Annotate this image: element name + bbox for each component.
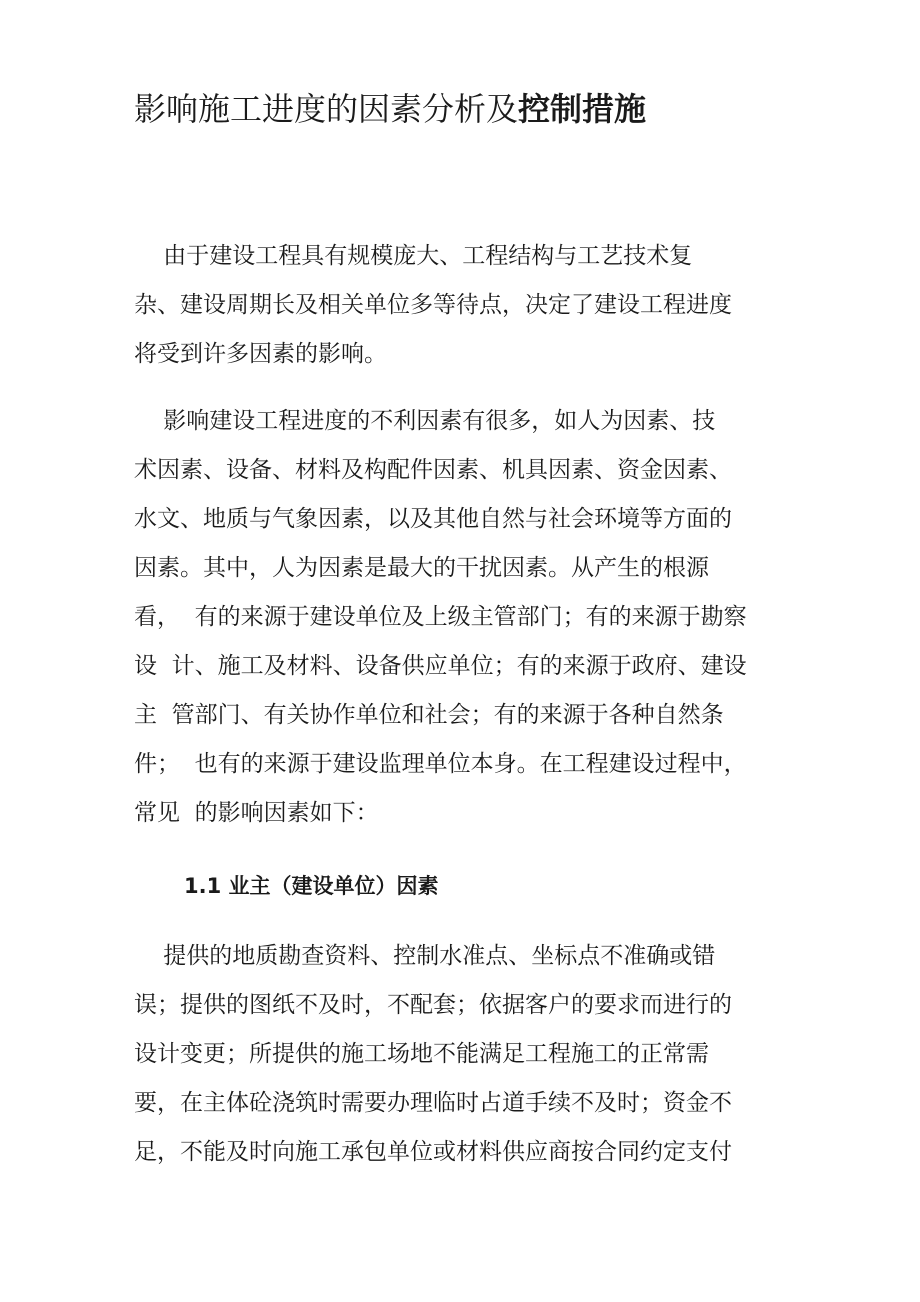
paragraph-line: 杂、建设周期长及相关单位多等待点，决定了建设工程进度: [134, 292, 732, 318]
page-title: [134, 82, 646, 136]
paragraph-intro: [134, 232, 732, 379]
paragraph-line: 术因素、设备、材料及构配件因素、机具因素、资金因素、: [134, 457, 732, 483]
paragraph-line: 常见 的影响因素如下：: [134, 800, 379, 826]
paragraph-line: 要，在主体砼浇筑时需要办理临时占道手续不及时；资金不: [134, 1090, 732, 1116]
title-main-text: 影响施工进度的因素分析及: [134, 90, 519, 128]
paragraph-line: 误；提供的图纸不及时，不配套；依据客户的要求而进行的: [134, 992, 732, 1018]
paragraph-line: 因素。其中，人为因素是最大的干扰因素。从产生的根源: [134, 555, 709, 581]
paragraph-line: 水文、地质与气象因素，以及其他自然与社会环境等方面的: [134, 506, 732, 532]
paragraph-line: 件； 也有的来源于建设监理单位本身。在工程建设过程中，: [134, 751, 747, 777]
title-emphasized-text: 控制措施: [518, 90, 647, 128]
paragraph-line: 足，不能及时向施工承包单位或材料供应商按合同约定支付: [134, 1139, 732, 1165]
paragraph-factors: [134, 397, 747, 838]
paragraph-line: 将受到许多因素的影响。: [134, 341, 387, 367]
paragraph-line: 影响建设工程进度的不利因素有很多，如人为因素、技: [134, 408, 716, 434]
paragraph-line: 设计变更；所提供的施工场地不能满足工程施工的正常需: [134, 1041, 709, 1067]
paragraph-line: 提供的地质勘查资料、控制水准点、坐标点不准确或错: [134, 943, 716, 969]
section-heading: 1.1 业主（建设单位）因素: [184, 874, 439, 898]
paragraph-owner-factors: [134, 932, 732, 1177]
paragraph-line: 设 计、施工及材料、设备供应单位；有的来源于政府、建设: [134, 653, 747, 679]
paragraph-line: 由于建设工程具有规模庞大、工程结构与工艺技术复: [134, 243, 693, 269]
paragraph-line: 主 管部门、有关协作单位和社会；有的来源于各种自然条: [134, 702, 724, 728]
paragraph-line: 看， 有的来源于建设单位及上级主管部门；有的来源于勘察: [134, 604, 747, 630]
